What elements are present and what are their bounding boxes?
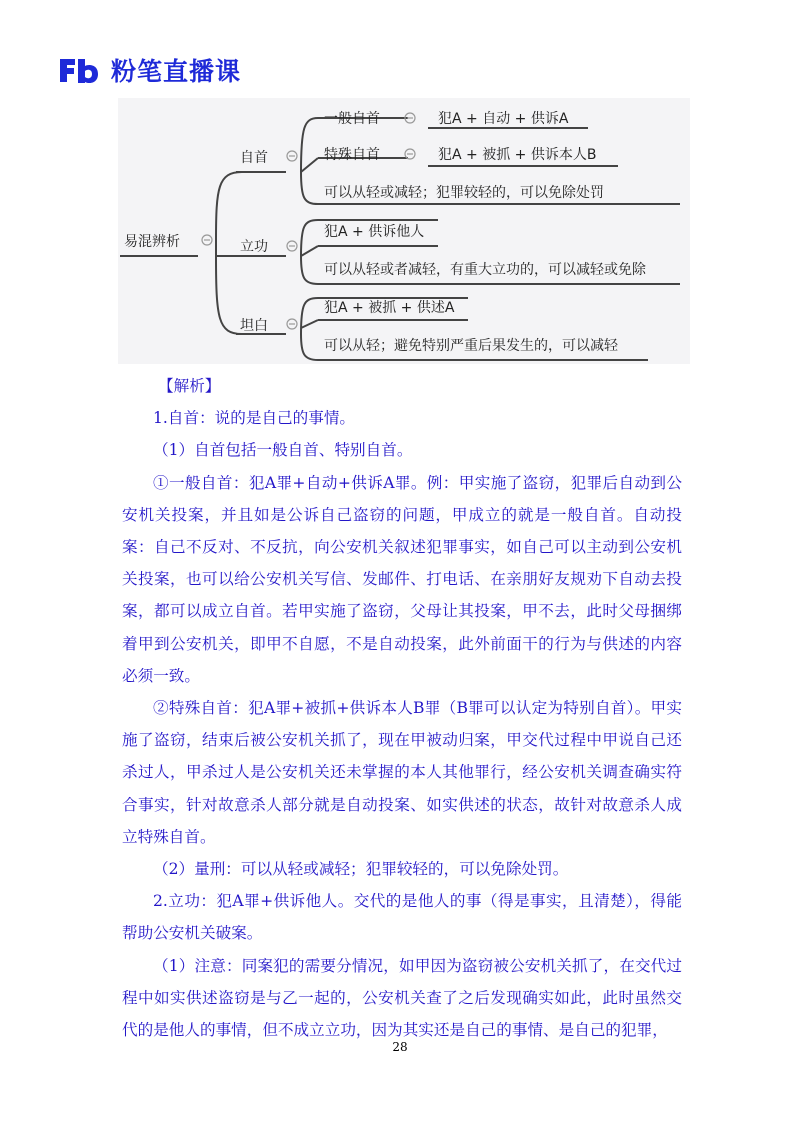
analysis-heading: 【解析】: [158, 377, 221, 395]
paragraph-4: ②特殊自首：犯A罪+被抓+供诉本人B罪（B罪可以认定为特别自首）。甲实施了盗窃，结束后被公安机关抓了，现在甲被动归案，甲交代过程中甲说自己还杀过人，甲杀过人是公安机关还未掌握的本人其他罪行，经公安机关调查确实符合事实，针对故意杀人部分就是自动投案、如实供述的状态，故针对故意杀人成立特殊自首。: [122, 699, 682, 846]
brand-logo: [57, 52, 241, 88]
branch-label-tanbai: 坦白: [240, 318, 268, 334]
node-yiban-zishou: 一般自首: [324, 111, 380, 127]
mind-map-figure: [118, 98, 690, 364]
branch-label-zishou: 自首: [240, 150, 268, 166]
paragraph-2: （1）自首包括一般自首、特别自首。: [153, 441, 413, 460]
collapse-icon: [287, 151, 297, 161]
collapse-icon: [287, 319, 297, 329]
paragraph-5: （2）量刑：可以从轻或减轻；犯罪较轻的，可以免除处罚。: [153, 860, 569, 879]
node-zishou-sentence: 可以从轻或减轻；犯罪较轻的，可以免除处罚: [324, 185, 604, 201]
node-tanbai-def: 犯A + 被抓 + 供述A: [324, 300, 455, 316]
node-ligong-sentence: 可以从轻或者减轻，有重大立功的，可以减轻或免除: [324, 262, 646, 278]
fb-logo-icon: [57, 55, 101, 85]
paragraph-3: ①一般自首：犯A罪+自动+供诉A罪。例：甲实施了盗窃，犯罪后自动到公安机关投案，并且如是公诉自己盗窃的问题，甲成立的就是一般自首。自动投案：自己不反对、不反抗，向公安机关叙述犯罪事实，如自己可以主动到公安机关投案，也可以给公安机关写信、发邮件、打电话、在亲朋好友规劝下自动去投案，都可以成立自首。若甲实施了盗窃，父母让其投案，甲不去，此时父母捆绑着甲到公安机关，即甲不自愿，不是自动投案，此外前面干的行为与供述的内容必须一致。: [122, 473, 682, 685]
collapse-icon: [405, 149, 415, 159]
analysis-section: [122, 370, 682, 1046]
branch-label-ligong: 立功: [240, 239, 268, 255]
node-tanbai-sentence: 可以从轻；避免特别严重后果发生的，可以减轻: [324, 338, 618, 354]
node-teshu-zishou: 特殊自首: [324, 147, 380, 163]
node-yiban-detail: 犯A + 自动 + 供诉A: [438, 111, 569, 127]
paragraph-7: （1）注意：同案犯的需要分情况，如甲因为盗窃被公安机关抓了，在交代过程中如实供述盗窃是与乙一起的，公安机关查了之后发现确实如此，此时虽然交代的是他人的事情，但不成立立功，因为其实还是自己的事情、是自己的犯罪，: [122, 956, 682, 1040]
paragraph-1: 1.自首：说的是自己的事情。: [153, 409, 356, 428]
collapse-icon: [287, 241, 297, 251]
page-number: 28: [392, 1040, 408, 1054]
paragraph-6: 2.立功：犯A罪+供诉他人。交代的是他人的事（得是事实，且清楚），得能帮助公安机关破案。: [122, 892, 682, 943]
logo-text: 粉笔直播课: [111, 57, 242, 86]
mind-map-diagram: [118, 98, 690, 364]
root-label: 易混辨析: [124, 234, 180, 250]
collapse-icon: [202, 235, 212, 245]
node-ligong-def: 犯A + 供诉他人: [324, 224, 425, 240]
node-teshu-detail: 犯A + 被抓 + 供诉本人B: [438, 147, 597, 163]
